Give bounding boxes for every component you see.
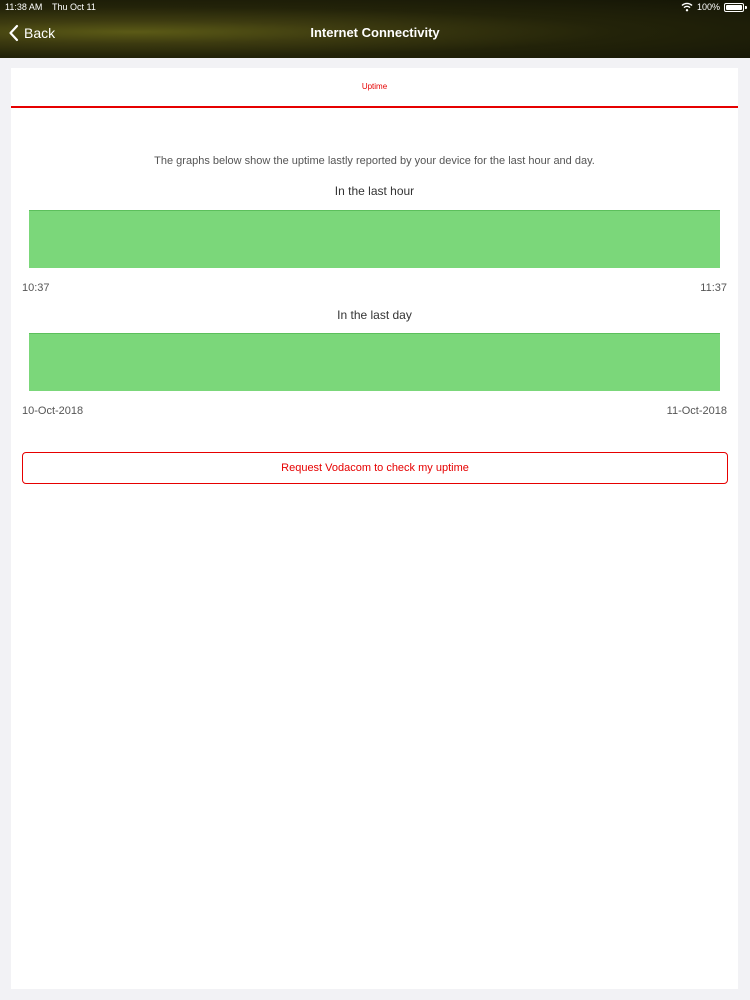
battery-percent: 100% — [696, 2, 720, 12]
day-end-label: 11-Oct-2018 — [666, 405, 727, 417]
status-time: 11:38 AM — [5, 2, 43, 12]
wifi-icon — [681, 2, 693, 12]
status-bar — [0, 0, 750, 14]
hour-end-label: 11:37 — [700, 282, 727, 294]
battery-nub — [745, 6, 747, 9]
page-title: Internet Connectivity — [310, 25, 440, 40]
tab-uptime[interactable]: Uptime — [11, 68, 738, 108]
content-card — [11, 68, 738, 989]
battery-icon — [724, 3, 744, 12]
hour-uptime-fill — [29, 211, 720, 268]
hour-start-label: 10:37 — [22, 282, 50, 294]
back-label: Back — [24, 25, 56, 41]
graphs-description: The graphs below show the uptime lastly reported by your device for the last hour and day. — [154, 155, 595, 167]
hour-uptime-bar — [29, 210, 720, 268]
day-uptime-fill — [29, 334, 720, 391]
day-uptime-bar — [29, 333, 720, 391]
navigation-bar — [0, 0, 750, 58]
day-graph-title: In the last day — [337, 308, 412, 322]
day-start-label: 10-Oct-2018 — [22, 405, 84, 417]
request-uptime-check-button[interactable]: Request Vodacom to check my uptime — [22, 452, 728, 484]
status-indicators — [681, 0, 744, 14]
hour-graph-title: In the last hour — [334, 184, 415, 198]
battery-level — [726, 5, 742, 10]
status-date: Thu Oct 11 — [52, 2, 96, 12]
